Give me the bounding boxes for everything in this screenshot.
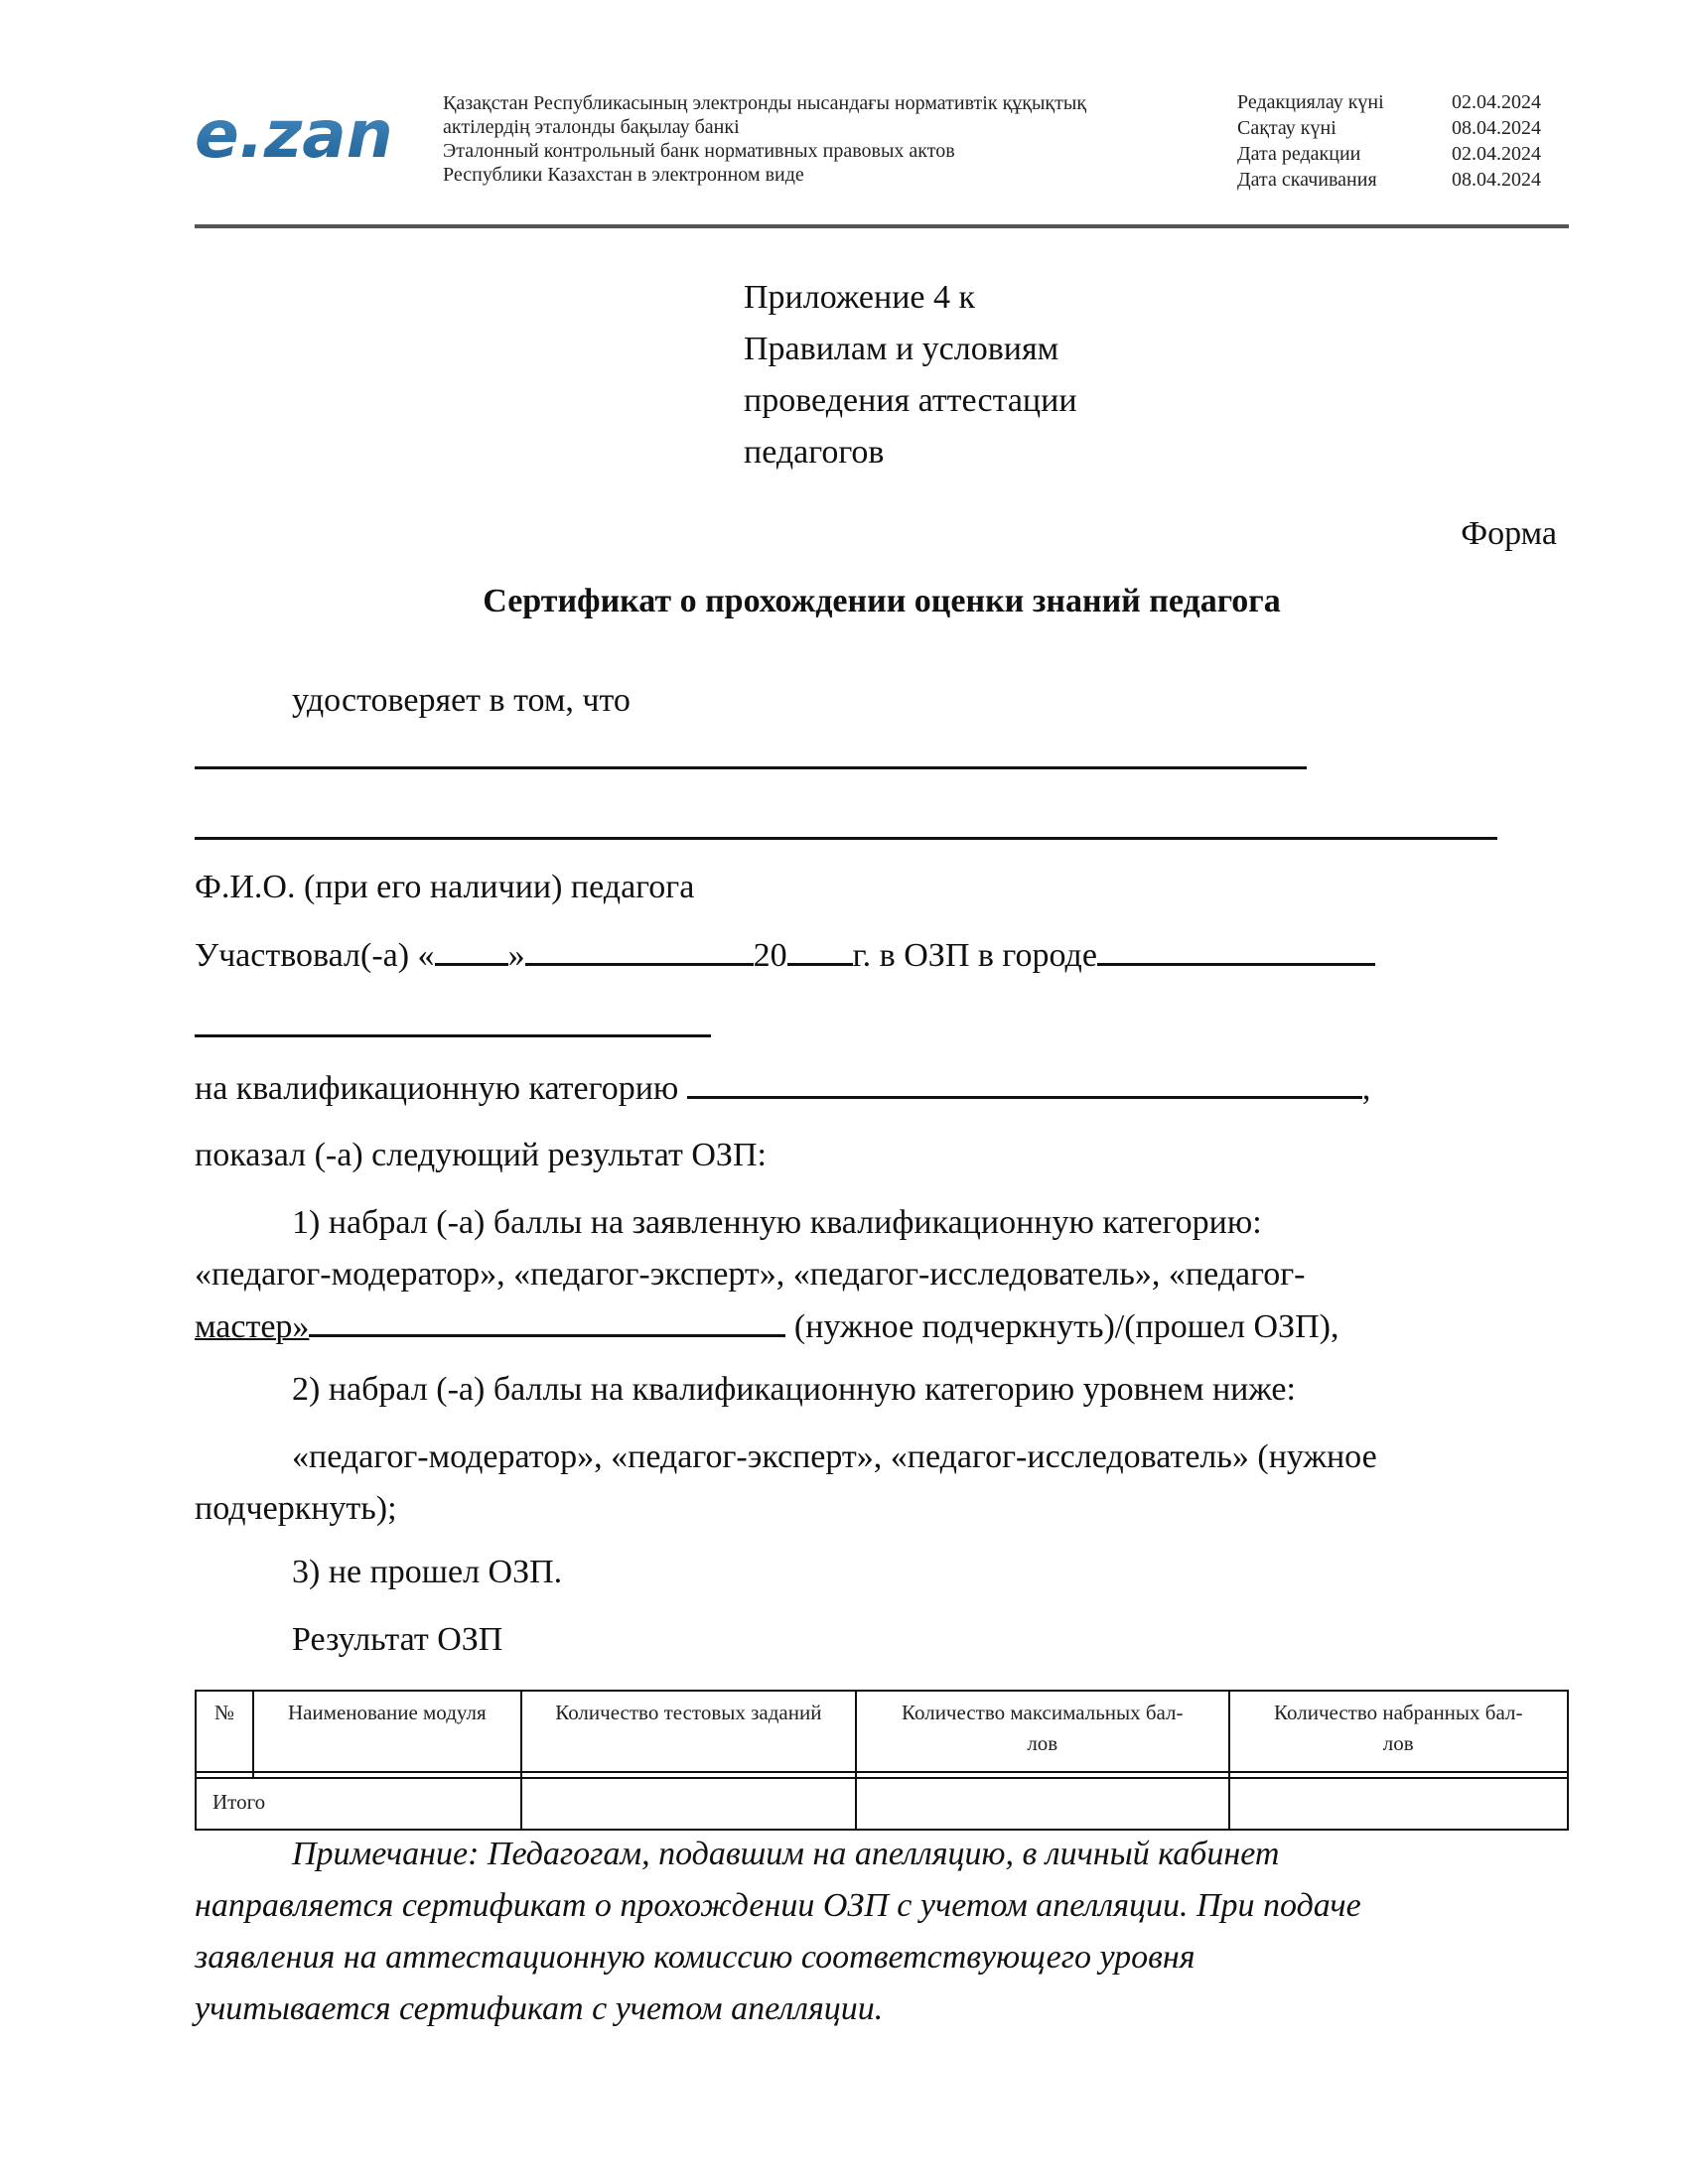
- logo-text: e.zan: [195, 99, 393, 169]
- note-line: заявления на аттестационную комиссию соответствующего уровня: [195, 1939, 1196, 1976]
- participated-prefix: Участвовал(-а) «: [195, 937, 435, 974]
- header-desc-line: Республики Казахстан в электронном виде: [443, 164, 804, 186]
- category-comma: ,: [1361, 1070, 1371, 1107]
- fill-line-name-1: [195, 766, 1307, 769]
- result-intro: показал (-а) следующий результат ОЗП:: [195, 1137, 767, 1173]
- meta-label: Сақтау күні: [1237, 117, 1336, 139]
- note-line: направляется сертификат о прохождении ОЗП с учетом апелляции. При подаче: [195, 1887, 1361, 1924]
- month-blank: [525, 929, 754, 966]
- item3: 3) не прошел ОЗП.: [292, 1554, 563, 1590]
- header-desc-line: актілердің эталонды бақылау банкі: [443, 116, 740, 138]
- fill-line-city: [195, 1034, 711, 1037]
- col-max-points-line: лов: [1027, 1731, 1058, 1755]
- appendix-line: педагогов: [744, 434, 885, 471]
- document-title: Сертификат о прохождении оценки знаний педагога: [483, 583, 1281, 619]
- participated-year: 20: [753, 937, 787, 974]
- meta-label: Дата редакции: [1237, 143, 1361, 165]
- appendix-block: [744, 272, 1077, 478]
- header-divider: [195, 224, 1569, 228]
- item1-line3: [195, 1300, 1338, 1353]
- col-scored-points-line: Количество набранных бал-: [1274, 1701, 1523, 1724]
- meta-label: Дата скачивания: [1237, 169, 1377, 191]
- header-desc-line: Эталонный контрольный банк нормативных правовых актов: [443, 140, 955, 162]
- item2-line2: «педагог-модератор», «педагог-эксперт», «педагог-исследователь» (нужное: [292, 1438, 1377, 1475]
- header-meta-labels: [1237, 89, 1384, 193]
- participated-line: [195, 929, 1375, 982]
- participated-quote: »: [507, 937, 525, 974]
- col-number: №: [196, 1691, 253, 1772]
- category-label: на квалификационную категорию: [195, 1070, 679, 1107]
- col-test-tasks: Количество тестовых заданий: [521, 1691, 856, 1772]
- table-cell: [856, 1778, 1228, 1830]
- table-header-row: [196, 1691, 1568, 1772]
- item1-line1: 1) набрал (-а) баллы на заявленную квалификационную категорию:: [292, 1204, 1262, 1241]
- header-meta-values: [1452, 89, 1541, 193]
- col-max-points-line: Количество максимальных бал-: [902, 1701, 1184, 1724]
- col-max-points: [856, 1691, 1228, 1772]
- item1-line2: «педагог-модератор», «педагог-эксперт», «педагог-исследователь», «педагог-: [195, 1256, 1306, 1293]
- table-total-row: [196, 1778, 1568, 1830]
- col-scored-points-line: лов: [1382, 1731, 1414, 1755]
- total-label: Итого: [196, 1778, 521, 1830]
- note-line: Примечание: Педагогам, подавшим на апелляцию, в личный кабинет: [292, 1836, 1280, 1872]
- note: [195, 1829, 1361, 2035]
- appendix-line: Приложение 4 к: [744, 279, 976, 316]
- header-description: [443, 91, 1086, 187]
- meta-value: 02.04.2024: [1452, 143, 1541, 165]
- result-label: Результат ОЗП: [292, 1621, 503, 1658]
- item1-blank: [309, 1300, 785, 1337]
- fio-label: Ф.И.О. (при его наличии) педагога: [195, 869, 695, 905]
- item1-underlined: мастер»: [195, 1308, 310, 1345]
- meta-value: 08.04.2024: [1452, 117, 1541, 139]
- form-label: Форма: [1461, 515, 1557, 552]
- meta-value: 08.04.2024: [1452, 169, 1541, 191]
- ezan-logo: [195, 99, 393, 169]
- header-desc-line: Қазақстан Республикасының электронды нысандағы нормативтік құқықтық: [443, 92, 1087, 114]
- participated-suffix: г. в ОЗП в городе: [852, 937, 1097, 974]
- category-line: [195, 1062, 1370, 1115]
- appendix-line: проведения аттестации: [744, 382, 1077, 419]
- item2-line1: 2) набрал (-а) баллы на квалификационную категорию уровнем ниже:: [292, 1371, 1296, 1408]
- col-scored-points: [1229, 1691, 1569, 1772]
- item2-line3: подчеркнуть);: [195, 1490, 397, 1527]
- year-blank: [787, 929, 853, 966]
- appendix-line: Правилам и условиям: [744, 331, 1059, 367]
- meta-value: 02.04.2024: [1452, 91, 1541, 113]
- city-blank: [1097, 929, 1375, 966]
- fill-line-name-2: [195, 837, 1497, 840]
- table-cell: [1229, 1778, 1569, 1830]
- category-blank: [687, 1062, 1362, 1099]
- day-blank: [435, 929, 508, 966]
- col-module-name: Наименование модуля: [253, 1691, 521, 1772]
- results-table: [195, 1690, 1569, 1831]
- item1-tail: (нужное подчеркнуть)/(прошел ОЗП),: [785, 1308, 1339, 1345]
- certifies-text: удостоверяет в том, что: [292, 682, 631, 719]
- note-line: учитывается сертификат с учетом апелляции.: [195, 1990, 884, 2027]
- meta-label: Редакциялау күні: [1237, 91, 1384, 113]
- table-cell: [521, 1778, 856, 1830]
